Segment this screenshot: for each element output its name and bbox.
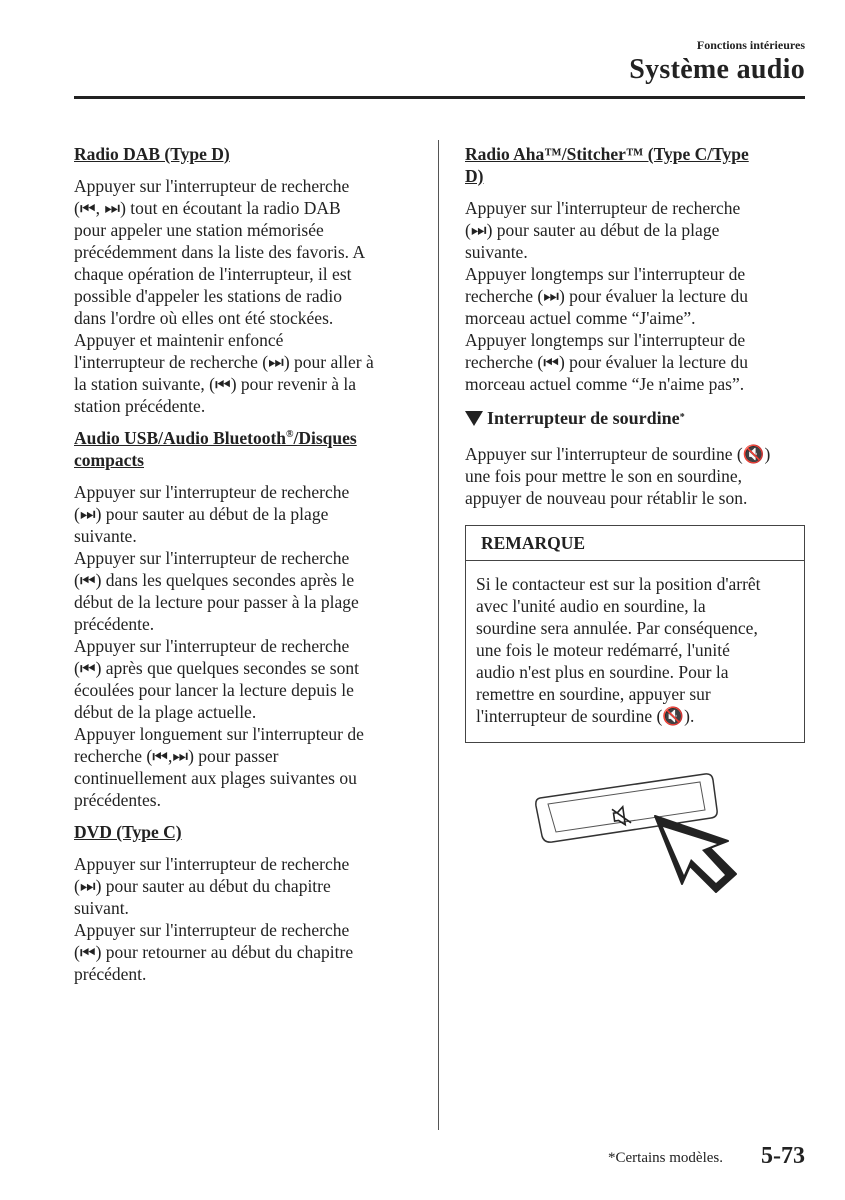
heading-usb-audio: Audio USB/Audio Bluetooth®/Disques compacts — [74, 428, 357, 470]
footnote: *Certains modèles. — [608, 1150, 723, 1166]
heading-aha-stitcher: Radio Aha™/Stitcher™ (Type C/Type D) — [465, 144, 749, 186]
usb-audio-text: Appuyer sur l'interrupteur de recherche (⏭) pour sauter au début de la plage suivante. Appuyer sur l'interrupteur de recherche (⏮) dans les quelques secondes après le début de la lecture pour passer à la plage précédente. Appuyer sur l'interrupteur de recherche (⏮) après que quelques secondes se sont écoulées pour lancer la lecture depuis le début de la plage actuelle. Appuyer longuement sur l'interrupteur de recherche (⏮,⏭) pour passer continuellement aux plages suivantes ou précédentes. — [74, 482, 364, 810]
triangle-bullet-icon — [465, 411, 483, 426]
header-rule — [74, 96, 805, 99]
aha-text: Appuyer sur l'interrupteur de recherche (⏭) pour sauter au début de la plage suivante. Appuyer longtemps sur l'interrupteur de recherche (⏭) pour évaluer la lecture du morceau actuel comme “J'aime”. Appuyer longtemps sur l'interrupteur de recherche (⏮) pour évaluer la lecture du morceau actuel comme “Je n'aime pas”. — [465, 198, 748, 394]
heading-radio-dab: Radio DAB (Type D) — [74, 144, 230, 164]
section-label: Fonctions intérieures — [696, 38, 805, 52]
note-title: REMARQUE — [466, 526, 804, 561]
heading-dvd: DVD (Type C) — [74, 822, 182, 842]
heading-mute-switch: Interrupteur de sourdine * — [465, 407, 805, 429]
column-divider — [438, 140, 439, 1130]
page-number: 5-73 — [761, 1143, 805, 1169]
right-column — [465, 143, 805, 743]
mute-switch-illustration — [530, 770, 750, 900]
note-text: Si le contacteur est sur la position d'arrêt avec l'unité audio en sourdine, la sourdine sera annulée. Par conséquence, une fois le moteur redémarré, l'unité audio n'est plus en sourdine. Pour la remettre en sourdine, appuyer sur l'interrupteur de sourdine (🔇). — [476, 574, 761, 726]
page-title: Système audio — [629, 54, 805, 85]
note-box — [465, 525, 805, 743]
radio-dab-text: Appuyer sur l'interrupteur de recherche (⏮, ⏭) tout en écoutant la radio DAB pour appeler une station mémorisée précédemment dans la liste des favoris. A chaque opération de l'interrupteur, il est possible d'appeler les stations de radio dans l'ordre où elles ont été stockées. Appuyer et maintenir enfoncé l'interrupteur de recherche (⏭) pour aller à la station suivante, (⏮) pour revenir à la station précédente. — [74, 176, 374, 416]
mute-text: Appuyer sur l'interrupteur de sourdine (🔇) une fois pour mettre le son en sourdine, appuyer de nouveau pour rétablir le son. — [465, 444, 771, 508]
left-column — [74, 143, 419, 985]
dvd-text: Appuyer sur l'interrupteur de recherche (⏭) pour sauter au début du chapitre suivant. Appuyer sur l'interrupteur de recherche (⏮) pour retourner au début du chapitre précédent. — [74, 854, 354, 984]
